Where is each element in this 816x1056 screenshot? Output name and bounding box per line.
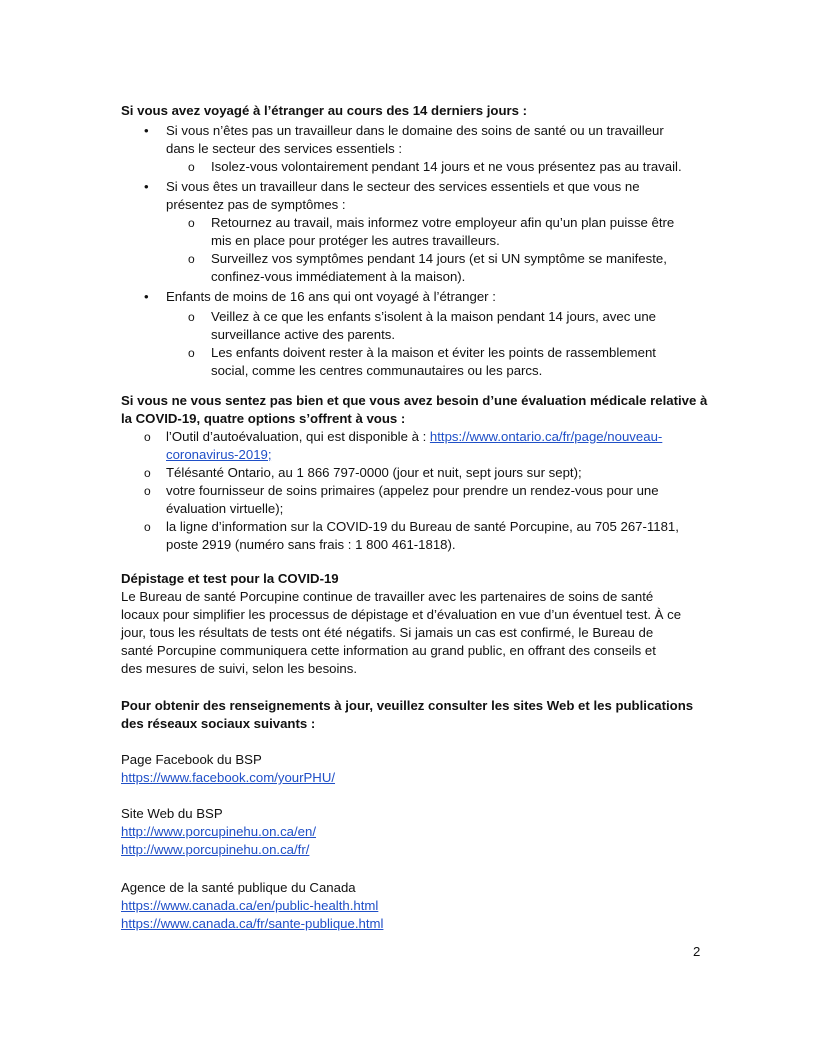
circle-bullet-icon: o — [188, 160, 195, 174]
facebook-link[interactable]: https://www.facebook.com/yourPHU/ — [121, 770, 336, 785]
circle-bullet-icon: o — [144, 466, 151, 480]
info-heading-line1: Pour obtenir des renseignements à jour, veuillez consulter les sites Web et les publications — [121, 698, 694, 713]
bullet-icon: • — [144, 123, 149, 138]
travel-sub-2-1-line2: mis en place pour protéger les autres travailleurs. — [211, 233, 500, 248]
agency-fr-link[interactable]: https://www.canada.ca/fr/sante-publique.html — [121, 916, 384, 931]
bullet-icon: • — [144, 289, 149, 304]
unwell-option-4 — [121, 518, 711, 554]
unwell-option-2-line1: Télésanté Ontario, au 1 866 797-0000 (jour et nuit, sept jours sur sept); — [166, 465, 582, 480]
circle-bullet-icon: o — [188, 346, 195, 360]
unwell-heading-line2: la COVID-19, quatre options s’offrent à vous : — [121, 411, 406, 426]
unwell-option-1-text: l’Outil d’autoévaluation, qui est disponible à : — [166, 429, 430, 444]
travel-bullet-1-line2: dans le secteur des services essentiels : — [166, 141, 403, 156]
travel-bullet-2-line2: présentez pas de symptômes : — [166, 197, 346, 212]
unwell-option-3-line1: votre fournisseur de soins primaires (appelez pour prendre un rendez-vous pour une — [166, 483, 659, 498]
travel-sub-3-2-line2: social, comme les centres communautaires ou les parcs. — [211, 363, 543, 378]
screening-paragraph-line3: jour, tous les résultats de tests ont été négatifs. Si jamais un cas est confirmé, le Bureau de — [121, 625, 654, 640]
travel-bullet-3 — [121, 288, 711, 306]
unwell-heading-line1: Si vous ne vous sentez pas bien et que vous avez besoin d’une évaluation médicale relative à — [121, 393, 708, 408]
unwell-section — [121, 392, 711, 554]
info-section — [121, 697, 711, 733]
unwell-option-3 — [121, 482, 711, 518]
agency-section — [121, 879, 711, 933]
unwell-option-4-line1: la ligne d’information sur la COVID-19 du Bureau de santé Porcupine, au 705 267-1181, — [166, 519, 679, 534]
screening-paragraph-line2: locaux pour simplifier les processus de dépistage et d’évaluation en vue d’un éventuel test. À ce — [121, 607, 682, 622]
circle-bullet-icon: o — [188, 310, 195, 324]
circle-bullet-icon: o — [144, 484, 151, 498]
website-en-link[interactable]: http://www.porcupinehu.on.ca/en/ — [121, 824, 317, 839]
screening-section — [121, 570, 711, 678]
travel-bullet-1-line1: Si vous n’êtes pas un travailleur dans le domaine des soins de santé ou un travailleur — [166, 123, 664, 138]
unwell-option-3-line2: évaluation virtuelle); — [166, 501, 284, 516]
page-number: 2 — [693, 944, 701, 959]
travel-bullet-2-line1: Si vous êtes un travailleur dans le secteur des services essentiels et que vous ne — [166, 179, 640, 194]
travel-sub-3-2 — [121, 344, 711, 380]
website-section — [121, 805, 711, 859]
screening-paragraph-line5: des mesures de suivi, selon les besoins. — [121, 661, 358, 676]
ontario-self-assessment-link-cont[interactable]: coronavirus-2019; — [166, 447, 272, 462]
circle-bullet-icon: o — [188, 252, 195, 266]
travel-sub-1-1 — [121, 158, 711, 176]
travel-bullet-3-line1: Enfants de moins de 16 ans qui ont voyagé à l’étranger : — [166, 289, 496, 304]
unwell-option-1 — [121, 428, 711, 464]
travel-bullet-2 — [121, 178, 711, 214]
travel-sub-3-1-line1: Veillez à ce que les enfants s’isolent à la maison pendant 14 jours, avec une — [211, 309, 656, 324]
screening-paragraph-line4: santé Porcupine communiquera cette information au grand public, en offrant des conseils et — [121, 643, 656, 658]
travel-sub-2-2-line1: Surveillez vos symptômes pendant 14 jours (et si UN symptôme se manifeste, — [211, 251, 667, 266]
screening-paragraph-line1: Le Bureau de santé Porcupine continue de travailler avec les partenaires de soins de santé — [121, 589, 654, 604]
website-label: Site Web du BSP — [121, 806, 223, 821]
unwell-option-1-line2 — [121, 446, 711, 464]
circle-bullet-icon: o — [144, 430, 151, 444]
agency-label: Agence de la santé publique du Canada — [121, 880, 356, 895]
circle-bullet-icon: o — [188, 216, 195, 230]
facebook-label: Page Facebook du BSP — [121, 752, 262, 767]
travel-sub-3-1-line2: surveillance active des parents. — [211, 327, 395, 342]
travel-section — [121, 102, 711, 380]
travel-bullet-1 — [121, 122, 711, 158]
website-fr-link[interactable]: http://www.porcupinehu.on.ca/fr/ — [121, 842, 310, 857]
travel-sub-2-2-line2: confinez-vous immédiatement à la maison). — [211, 269, 466, 284]
travel-sub-2-2 — [121, 250, 711, 286]
circle-bullet-icon: o — [144, 520, 151, 534]
unwell-option-1-line1 — [121, 428, 711, 446]
travel-heading: Si vous avez voyagé à l’étranger au cours des 14 derniers jours : — [121, 103, 528, 118]
screening-heading: Dépistage et test pour la COVID-19 — [121, 571, 339, 586]
travel-sub-2-1 — [121, 214, 711, 250]
unwell-option-4-line2: poste 2919 (numéro sans frais : 1 800 461-1818). — [166, 537, 456, 552]
travel-sub-3-2-line1: Les enfants doivent rester à la maison et éviter les points de rassemblement — [211, 345, 656, 360]
ontario-self-assessment-link[interactable]: https://www.ontario.ca/fr/page/nouveau- — [429, 429, 663, 444]
unwell-option-2 — [121, 464, 711, 482]
facebook-section — [121, 751, 711, 787]
info-heading-line2: des réseaux sociaux suivants : — [121, 716, 316, 731]
travel-sub-3-1 — [121, 308, 711, 344]
travel-sub-1-1-line1: Isolez-vous volontairement pendant 14 jours et ne vous présentez pas au travail. — [211, 159, 682, 174]
agency-en-link[interactable]: https://www.canada.ca/en/public-health.html — [121, 898, 379, 913]
travel-sub-2-1-line1: Retournez au travail, mais informez votre employeur afin qu’un plan puisse être — [211, 215, 675, 230]
bullet-icon: • — [144, 179, 149, 194]
